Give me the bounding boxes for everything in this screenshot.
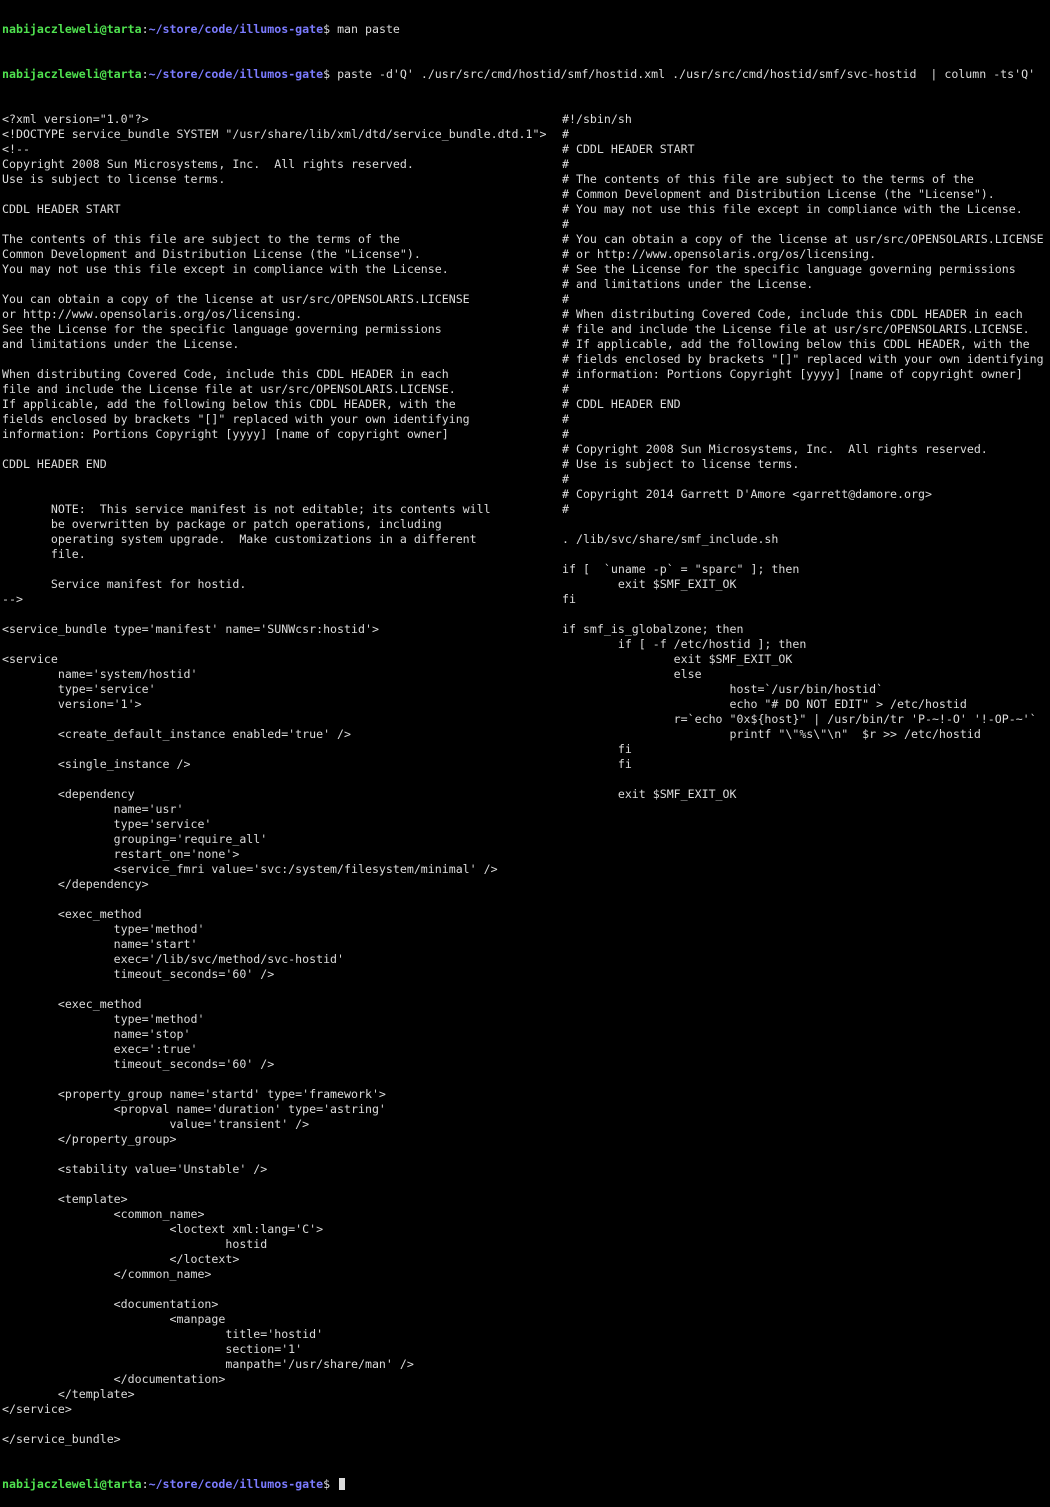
- prompt-user: nabijaczleweli@tarta: [2, 22, 142, 36]
- script-line: fi: [562, 757, 632, 771]
- script-line: fi: [562, 592, 576, 606]
- right-column-svc-hostid: [562, 112, 1050, 1447]
- xml-line: <exec_method: [2, 997, 142, 1011]
- script-line: # fields enclosed by brackets "[]" replaced with your own identifying: [562, 352, 1044, 366]
- xml-line: The contents of this file are subject to the terms of the: [2, 232, 400, 246]
- xml-line: operating system upgrade. Make customizations in a different: [2, 532, 477, 546]
- script-line: [562, 772, 1050, 787]
- previous-prompt-line: nabijaczleweli@tarta:~/store/code/illumos-gate$ man paste: [2, 22, 400, 36]
- xml-line: and limitations under the License.: [2, 337, 240, 351]
- prompt-command: paste -d'Q' ./usr/src/cmd/hostid/smf/hostid.xml ./usr/src/cmd/hostid/smf/svc-hostid | column -ts'Q': [337, 67, 1036, 81]
- xml-line: <service_bundle type='manifest' name='SUNWcsr:hostid'>: [2, 622, 379, 636]
- script-line: #: [562, 217, 569, 231]
- script-line: printf "\"%s\"\n" $r >> /etc/hostid: [562, 727, 981, 741]
- script-line: exit $SMF_EXIT_OK: [562, 787, 737, 801]
- terminal-window[interactable]: [2, 0, 1050, 1507]
- xml-line: name='usr': [2, 802, 184, 816]
- xml-line: <documentation>: [2, 1297, 219, 1311]
- paste-output: [2, 112, 1050, 1447]
- xml-line: When distributing Covered Code, include this CDDL HEADER in each: [2, 367, 449, 381]
- xml-line: You can obtain a copy of the license at usr/src/OPENSOLARIS.LICENSE: [2, 292, 470, 306]
- xml-line: [2, 1417, 562, 1432]
- xml-line: section='1': [2, 1342, 303, 1356]
- script-line: #: [562, 472, 569, 486]
- xml-line: restart_on='none'>: [2, 847, 240, 861]
- script-line: # Copyright 2008 Sun Microsystems, Inc. All rights reserved.: [562, 442, 988, 456]
- xml-line: be overwritten by package or patch operations, including: [2, 517, 442, 531]
- script-line: if [ `uname -p` = "sparc" ]; then: [562, 562, 800, 576]
- xml-line: exec=':true': [2, 1042, 198, 1056]
- xml-line: [2, 187, 562, 202]
- script-line: # Use is subject to license terms.: [562, 457, 800, 471]
- script-line: # If applicable, add the following below this CDDL HEADER, with the: [562, 337, 1030, 351]
- xml-line: NOTE: This service manifest is not editable; its contents will: [2, 502, 491, 516]
- script-line: [562, 517, 1050, 532]
- xml-line: name='system/hostid': [2, 667, 198, 681]
- xml-line: [2, 562, 562, 577]
- script-line: # See the License for the specific language governing permissions: [562, 262, 1016, 276]
- script-line: [562, 547, 1050, 562]
- xml-line: <stability value='Unstable' />: [2, 1162, 268, 1176]
- script-line: #: [562, 382, 569, 396]
- xml-line: [2, 472, 562, 487]
- xml-line: CDDL HEADER END: [2, 457, 107, 471]
- xml-line: [2, 352, 562, 367]
- xml-line: type='service': [2, 817, 212, 831]
- xml-line: timeout_seconds='60' />: [2, 967, 275, 981]
- script-line: #!/sbin/sh: [562, 112, 632, 126]
- script-line: fi: [562, 742, 632, 756]
- xml-line: See the License for the specific language governing permissions: [2, 322, 442, 336]
- script-line: # CDDL HEADER END: [562, 397, 681, 411]
- script-line: #: [562, 427, 569, 441]
- script-line: echo "# DO NOT EDIT" > /etc/hostid: [562, 697, 967, 711]
- xml-line: <common_name>: [2, 1207, 205, 1221]
- xml-line: type='method': [2, 922, 205, 936]
- xml-line: information: Portions Copyright [yyyy] [name of copyright owner]: [2, 427, 449, 441]
- prompt-path: ~/store/code/illumos-gate: [148, 1477, 324, 1491]
- script-line: . /lib/svc/share/smf_include.sh: [562, 532, 779, 546]
- xml-line: file and include the License file at usr/src/OPENSOLARIS.LICENSE.: [2, 382, 456, 396]
- xml-line: <create_default_instance enabled='true' />: [2, 727, 352, 741]
- script-line: host=`/usr/bin/hostid`: [562, 682, 884, 696]
- xml-line: <!--: [2, 142, 30, 156]
- xml-line: You may not use this file except in compliance with the License.: [2, 262, 449, 276]
- script-line: #: [562, 127, 569, 141]
- script-line: else: [562, 667, 702, 681]
- xml-line: title='hostid': [2, 1327, 324, 1341]
- script-line: # and limitations under the License.: [562, 277, 814, 291]
- xml-line: [2, 772, 562, 787]
- script-line: # file and include the License file at usr/src/OPENSOLARIS.LICENSE.: [562, 322, 1030, 336]
- xml-line: <exec_method: [2, 907, 142, 921]
- xml-line: [2, 217, 562, 232]
- xml-line: or http://www.opensolaris.org/os/licensing.: [2, 307, 303, 321]
- xml-line: <manpage: [2, 1312, 226, 1326]
- xml-line: </common_name>: [2, 1267, 212, 1281]
- xml-line: type='service': [2, 682, 156, 696]
- script-line: # You can obtain a copy of the license at usr/src/OPENSOLARIS.LICENSE: [562, 232, 1044, 246]
- xml-line: timeout_seconds='60' />: [2, 1057, 275, 1071]
- xml-line: <?xml version="1.0"?>: [2, 112, 149, 126]
- prompt-command: man paste: [337, 22, 400, 36]
- script-line: exit $SMF_EXIT_OK: [562, 577, 737, 591]
- xml-line: <dependency: [2, 787, 135, 801]
- xml-line: </loctext>: [2, 1252, 240, 1266]
- xml-line: type='method': [2, 1012, 205, 1026]
- script-line: if [ -f /etc/hostid ]; then: [562, 637, 807, 651]
- xml-line: <loctext xml:lang='C'>: [2, 1222, 324, 1236]
- xml-line: [2, 487, 562, 502]
- script-line: #: [562, 292, 569, 306]
- xml-line: <service: [2, 652, 58, 666]
- xml-line: <property_group name='startd' type='framework'>: [2, 1087, 386, 1101]
- left-column-hostid-xml: [2, 112, 562, 1447]
- prompt-path: ~/store/code/illumos-gate: [148, 22, 324, 36]
- xml-line: [2, 277, 562, 292]
- xml-line: [2, 742, 562, 757]
- prompt-user: nabijaczleweli@tarta: [2, 1477, 142, 1491]
- script-line: # When distributing Covered Code, include this CDDL HEADER in each: [562, 307, 1023, 321]
- xml-line: file.: [2, 547, 86, 561]
- xml-line: </service_bundle>: [2, 1432, 121, 1446]
- script-line: # You may not use this file except in compliance with the License.: [562, 202, 1023, 216]
- xml-line: </documentation>: [2, 1372, 226, 1386]
- xml-line: manpath='/usr/share/man' />: [2, 1357, 414, 1371]
- script-line: #: [562, 502, 569, 516]
- script-line: # or http://www.opensolaris.org/os/licensing.: [562, 247, 877, 261]
- command-prompt-line: nabijaczleweli@tarta:~/store/code/illumos-gate$ paste -d'Q' ./usr/src/cmd/hostid/smf/hostid.xml ./usr/src/cmd/hostid/smf/svc-hostid | column -ts'Q': [2, 67, 1036, 81]
- script-line: r=`echo "0x${host}" | /usr/bin/tr 'P-~!-O' '!-OP-~'`: [562, 712, 1037, 726]
- xml-line: <template>: [2, 1192, 128, 1206]
- xml-line: [2, 607, 562, 622]
- xml-line: CDDL HEADER START: [2, 202, 121, 216]
- prompt-user: nabijaczleweli@tarta: [2, 67, 142, 81]
- text-cursor: [339, 1478, 345, 1490]
- xml-line: [2, 1177, 562, 1192]
- xml-line: <!DOCTYPE service_bundle SYSTEM "/usr/share/lib/xml/dtd/service_bundle.dtd.1">: [2, 127, 547, 141]
- script-line: # Common Development and Distribution License (the "License").: [562, 187, 995, 201]
- current-prompt-line[interactable]: nabijaczleweli@tarta:~/store/code/illumos-gate$: [2, 1477, 1050, 1492]
- xml-line: <propval name='duration' type='astring': [2, 1102, 386, 1116]
- prompt-path: ~/store/code/illumos-gate: [148, 67, 324, 81]
- xml-line: [2, 442, 562, 457]
- xml-line: value='transient' />: [2, 1117, 310, 1131]
- script-line: exit $SMF_EXIT_OK: [562, 652, 793, 666]
- xml-line: </dependency>: [2, 877, 149, 891]
- xml-line: </service>: [2, 1402, 72, 1416]
- xml-line: Use is subject to license terms.: [2, 172, 226, 186]
- xml-line: name='start': [2, 937, 198, 951]
- xml-line: [2, 1147, 562, 1162]
- xml-line: -->: [2, 592, 23, 606]
- script-line: # Copyright 2014 Garrett D'Amore <garrett@damore.org>: [562, 487, 932, 501]
- xml-line: version='1'>: [2, 697, 142, 711]
- script-line: #: [562, 412, 569, 426]
- xml-line: If applicable, add the following below this CDDL HEADER, with the: [2, 397, 456, 411]
- xml-line: </template>: [2, 1387, 135, 1401]
- xml-line: </property_group>: [2, 1132, 177, 1146]
- script-line: # information: Portions Copyright [yyyy] [name of copyright owner]: [562, 367, 1023, 381]
- xml-line: grouping='require_all': [2, 832, 268, 846]
- xml-line: [2, 712, 562, 727]
- xml-line: <single_instance />: [2, 757, 191, 771]
- script-line: [562, 607, 1050, 622]
- script-line: #: [562, 157, 569, 171]
- script-line: # The contents of this file are subject to the terms of the: [562, 172, 974, 186]
- xml-line: fields enclosed by brackets "[]" replaced with your own identifying: [2, 412, 470, 426]
- xml-line: [2, 637, 562, 652]
- xml-line: [2, 982, 562, 997]
- xml-line: Copyright 2008 Sun Microsystems, Inc. All rights reserved.: [2, 157, 414, 171]
- xml-line: Common Development and Distribution License (the "License").: [2, 247, 421, 261]
- xml-line: exec='/lib/svc/method/svc-hostid': [2, 952, 345, 966]
- xml-line: [2, 1072, 562, 1087]
- xml-line: name='stop': [2, 1027, 191, 1041]
- xml-line: <service_fmri value='svc:/system/filesystem/minimal' />: [2, 862, 498, 876]
- xml-line: [2, 892, 562, 907]
- xml-line: Service manifest for hostid.: [2, 577, 247, 591]
- script-line: if smf_is_globalzone; then: [562, 622, 744, 636]
- script-line: # CDDL HEADER START: [562, 142, 695, 156]
- xml-line: hostid: [2, 1237, 268, 1251]
- xml-line: [2, 1282, 562, 1297]
